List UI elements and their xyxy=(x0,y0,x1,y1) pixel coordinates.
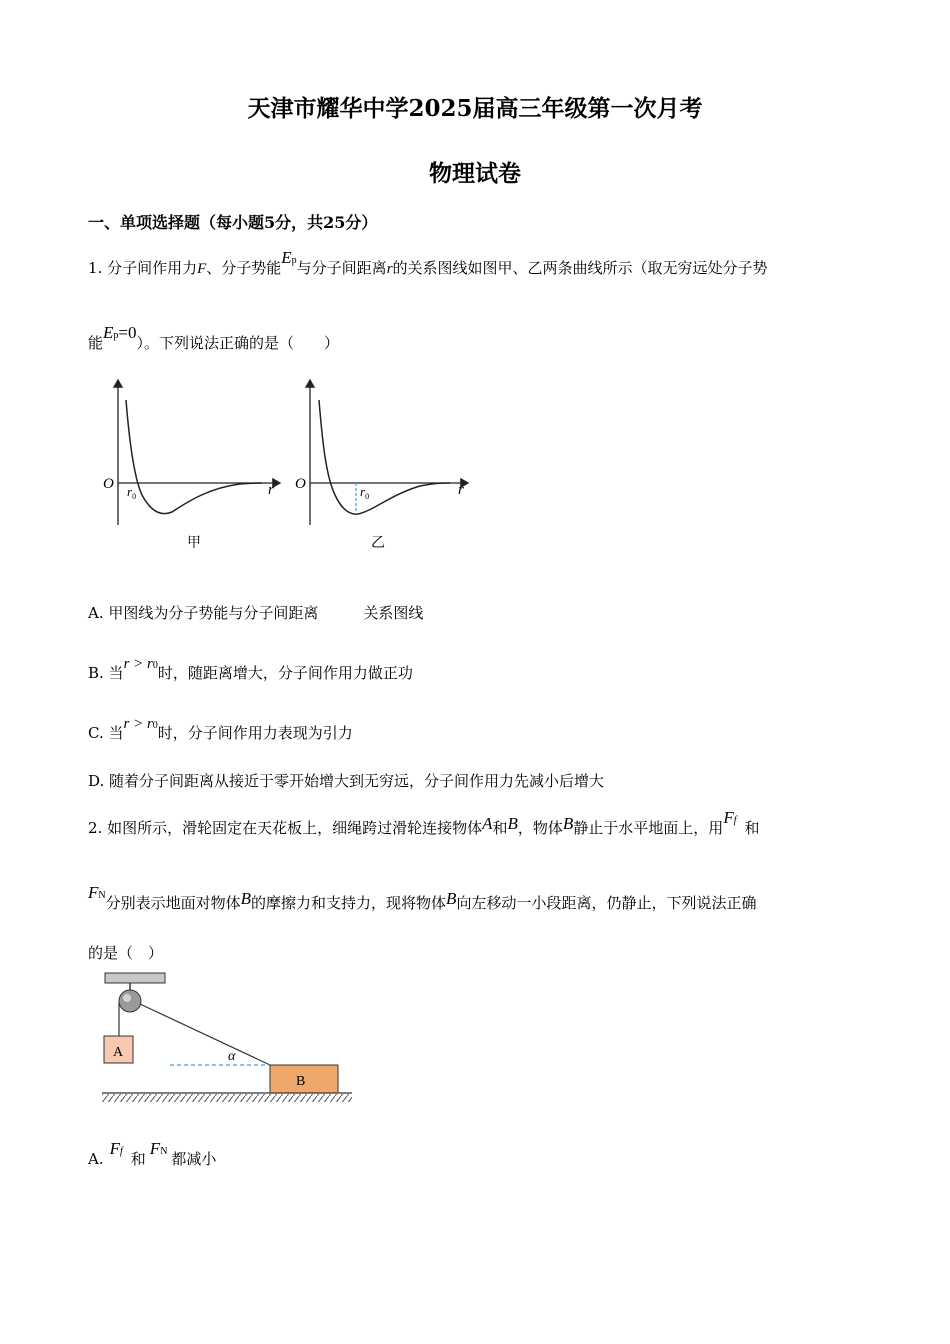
q1-symbol-F: F xyxy=(197,261,207,277)
q1-symbol-Ep-zero: Ep=0 xyxy=(103,323,137,342)
caption-jia: 甲 xyxy=(187,536,201,551)
axis-label-r: r xyxy=(458,482,464,498)
q1-figure xyxy=(90,370,490,560)
q2-stem-line1: 2. 如图所示，滑轮固定在天花板上，细绳跨过滑轮连接物体A和B，物体B静止于水平地面上，用Ff 和 xyxy=(88,808,760,837)
caption-yi: 乙 xyxy=(371,536,385,551)
axis-label-r: r xyxy=(268,482,274,498)
q1-stem-line1 xyxy=(88,248,768,278)
subject-title: 物理试卷 xyxy=(429,160,521,187)
q1-option-a: A. 甲图线为分子势能与分子间距离 关系图线 xyxy=(88,604,424,622)
graph-yi xyxy=(295,380,468,551)
q1-option-b: B. 当r > r0时，随距离增大，分子间作用力做正功 xyxy=(88,656,413,682)
page-title: 天津市耀华中学2025届高三年级第一次月考 xyxy=(247,95,703,122)
q1-stem-text: 、分子势能 xyxy=(206,259,282,277)
q1-stem-line2 xyxy=(88,323,340,353)
curve-jia xyxy=(126,400,262,514)
origin-label: O xyxy=(103,476,114,492)
q2-option-a: A.Ff 和FN 都减小 xyxy=(88,1139,217,1168)
origin-label: O xyxy=(295,476,306,492)
q1-stem-text: ）。下列说法正确的是（ ） xyxy=(136,334,340,352)
section-heading: 一、单项选择题（每小题5分，共25分） xyxy=(88,213,378,232)
q1-stem-text: 能 xyxy=(88,334,104,352)
ceiling-plate xyxy=(105,973,165,983)
pulley xyxy=(119,990,141,1012)
q1-stem-text: 与分子间距离 xyxy=(296,259,387,277)
q2-figure xyxy=(95,968,360,1113)
r0-label: $r_0$ xyxy=(360,484,370,501)
block-b-label: B xyxy=(296,1074,306,1089)
q2-stem-line3: 的是（ ） xyxy=(88,944,164,962)
block-a-label: A xyxy=(113,1045,124,1060)
q1-symbol-Ep: Ep xyxy=(281,248,297,267)
q2-stem-line2: FN分别表示地面对物体B的摩擦力和支持力，现将物体B向左移动一小段距离，仍静止，下列说法正确 xyxy=(88,883,757,912)
rope-b xyxy=(140,1004,270,1065)
q1-symbol-r: r xyxy=(386,261,393,277)
q1-option-c: C. 当r > r0时，分子间作用力表现为引力 xyxy=(88,716,353,742)
r0-label: $r_0$ xyxy=(127,484,137,501)
graph-jia xyxy=(103,380,280,551)
q1-stem-text: 1. 分子间作用力 xyxy=(88,259,198,277)
angle-alpha: α xyxy=(228,1049,236,1064)
q1-option-d: D. 随着分子间距离从接近于零开始增大到无穷远，分子间作用力先减小后增大 xyxy=(88,772,605,790)
q1-stem-text: 的关系图线如图甲、乙两条曲线所示（取无穷远处分子势 xyxy=(392,259,768,277)
curve-yi xyxy=(319,400,450,514)
